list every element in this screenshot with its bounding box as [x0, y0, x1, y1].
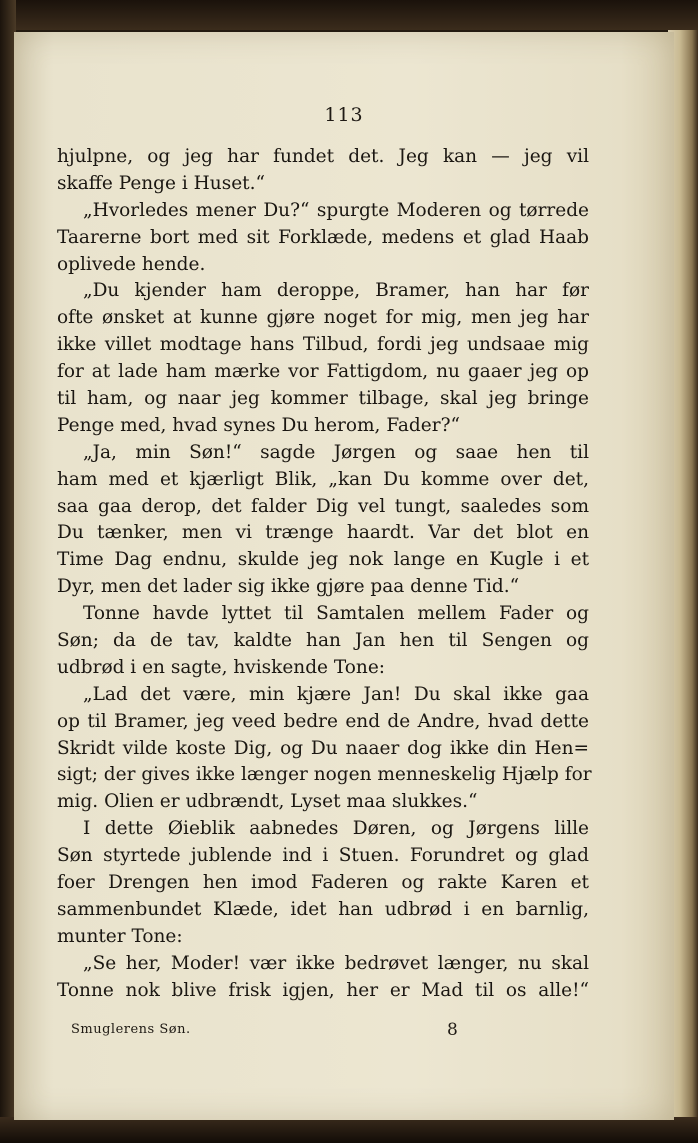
text-line: mig. Olien er udbrændt, Lyset maa slukkes.“ — [57, 791, 478, 813]
text-line: „Ja, min Søn!“ sagde Jørgen og saae hen til — [83, 441, 589, 463]
text-line: hjulpne, og jeg har fundet det. Jeg kan — jeg vil — [57, 146, 589, 167]
text-line: sigt; der gives ikke længer nogen menneskelig Hjælp for — [57, 764, 592, 786]
text-line: ham med et kjærligt Blik, „kan Du komme over det, — [57, 468, 589, 490]
page-footer — [57, 1022, 589, 1044]
signature-mark: 8 — [447, 1020, 458, 1040]
text-line: Tonne nok blive frisk igjen, her er Mad til os alle!“ — [57, 979, 589, 1001]
text-line: Søn; da de tav, kaldte han Jan hen til Sengen og — [57, 630, 589, 652]
text-line: „Hvorledes mener Du?“ spurgte Moderen og tørrede — [83, 199, 589, 221]
text-line: Tonne havde lyttet til Samtalen mellem Fader og — [83, 603, 589, 625]
text-line: for at lade ham mærke vor Fattigdom, nu gaaer jeg op — [57, 361, 589, 383]
text-line: „Lad det være, min kjære Jan! Du skal ikke gaa — [83, 683, 589, 705]
text-line: munter Tone: — [57, 925, 183, 947]
text-line: Time Dag endnu, skulde jeg nok lange en Kugle i et — [57, 549, 589, 571]
text-line: Søn styrtede jublende ind i Stuen. Forundret og glad — [57, 845, 589, 867]
scan-bottom-edge — [0, 1117, 698, 1143]
text-line: ikke villet modtage hans Tilbud, fordi jeg undsaae mig — [57, 334, 589, 356]
scan-top-edge — [0, 0, 698, 30]
text-line: I dette Øieblik aabnedes Døren, og Jørgens lille — [83, 818, 589, 840]
page-number: 113 — [324, 104, 364, 126]
text-line: saa gaa derop, det falder Dig vel tungt, saaledes som — [57, 495, 589, 517]
text-line: sammenbundet Klæde, idet han udbrød i en barnlig, — [57, 898, 589, 920]
text-line: Du tænker, men vi trænge haardt. Var det blot en — [57, 522, 589, 544]
book-page — [14, 32, 674, 1120]
text-line: Dyr, men det lader sig ikke gjøre paa denne Tid.“ — [57, 576, 520, 598]
text-line: skaffe Penge i Huset.“ — [57, 172, 265, 194]
text-line: „Se her, Moder! vær ikke bedrøvet længer, nu skal — [83, 952, 589, 974]
text-line: „Du kjender ham deroppe, Bramer, han har før — [83, 280, 589, 302]
text-line: udbrød i en sagte, hviskende Tone: — [57, 656, 386, 678]
text-line: Penge med, hvad synes Du herom, Fader?“ — [57, 414, 460, 436]
text-line: Skridt vilde koste Dig, og Du naaer dog ikke din Hen= — [57, 737, 589, 759]
text-line: til ham, og naar jeg kommer tilbage, skal jeg bringe — [57, 388, 589, 410]
text-line: Taarerne bort med sit Forklæde, medens et glad Haab — [57, 226, 589, 248]
body-text — [57, 144, 592, 1005]
text-line: op til Bramer, jeg veed bedre end de Andre, hvad dette — [57, 710, 589, 732]
text-line: ofte ønsket at kunne gjøre noget for mig, men jeg har — [57, 307, 589, 329]
text-line: oplivede hende. — [57, 253, 206, 275]
footer-book-title: Smuglerens Søn. — [71, 1022, 191, 1037]
text-line: foer Drengen hen imod Faderen og rakte Karen et — [57, 872, 589, 894]
